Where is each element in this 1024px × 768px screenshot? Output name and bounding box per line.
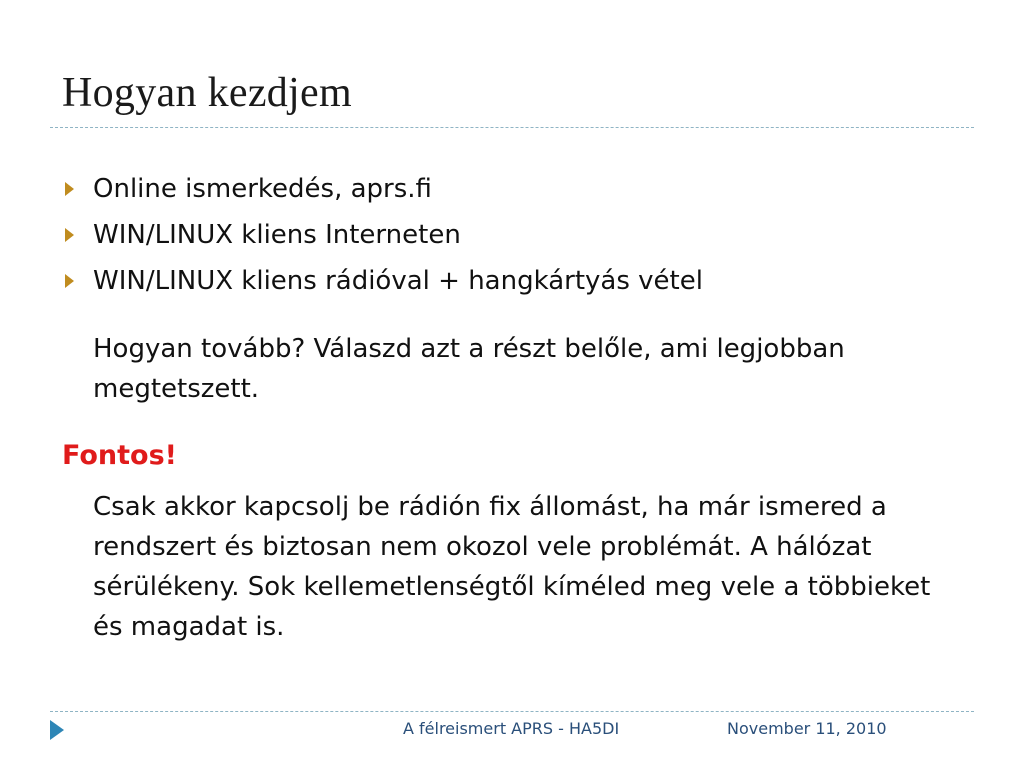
bullet-text: WIN/LINUX kliens rádióval + hangkártyás vétel	[93, 266, 703, 296]
bullet-text: Online ismerkedés, aprs.fi	[93, 174, 432, 204]
footer-title: A félreismert APRS - HA5DI	[403, 719, 620, 738]
bullet-arrow-icon	[65, 274, 74, 288]
important-label: Fontos!	[62, 440, 177, 471]
bullet-arrow-icon	[65, 182, 74, 196]
bullet-item	[62, 258, 703, 304]
warning-paragraph: Csak akkor kapcsolj be rádión fix állomást, ha már ismered a rendszert és biztosan nem okozol vele problémát. A hálózat sérülékeny. Sok kellemetlenségtől kíméled meg vele a többieket és magadat is.	[93, 492, 931, 642]
bullet-item	[62, 212, 703, 258]
title-divider	[50, 127, 974, 128]
play-arrow-icon[interactable]	[50, 720, 64, 740]
bullet-list	[62, 166, 703, 304]
next-steps-paragraph: Hogyan tovább? Válaszd azt a részt belőle, ami legjobban megtetszett.	[93, 334, 845, 404]
footer-date: November 11, 2010	[727, 719, 887, 738]
bullet-item	[62, 166, 703, 212]
slide-title: Hogyan kezdjem	[62, 70, 352, 116]
footer-divider	[50, 711, 974, 712]
bullet-text: WIN/LINUX kliens Interneten	[93, 220, 461, 250]
bullet-arrow-icon	[65, 228, 74, 242]
